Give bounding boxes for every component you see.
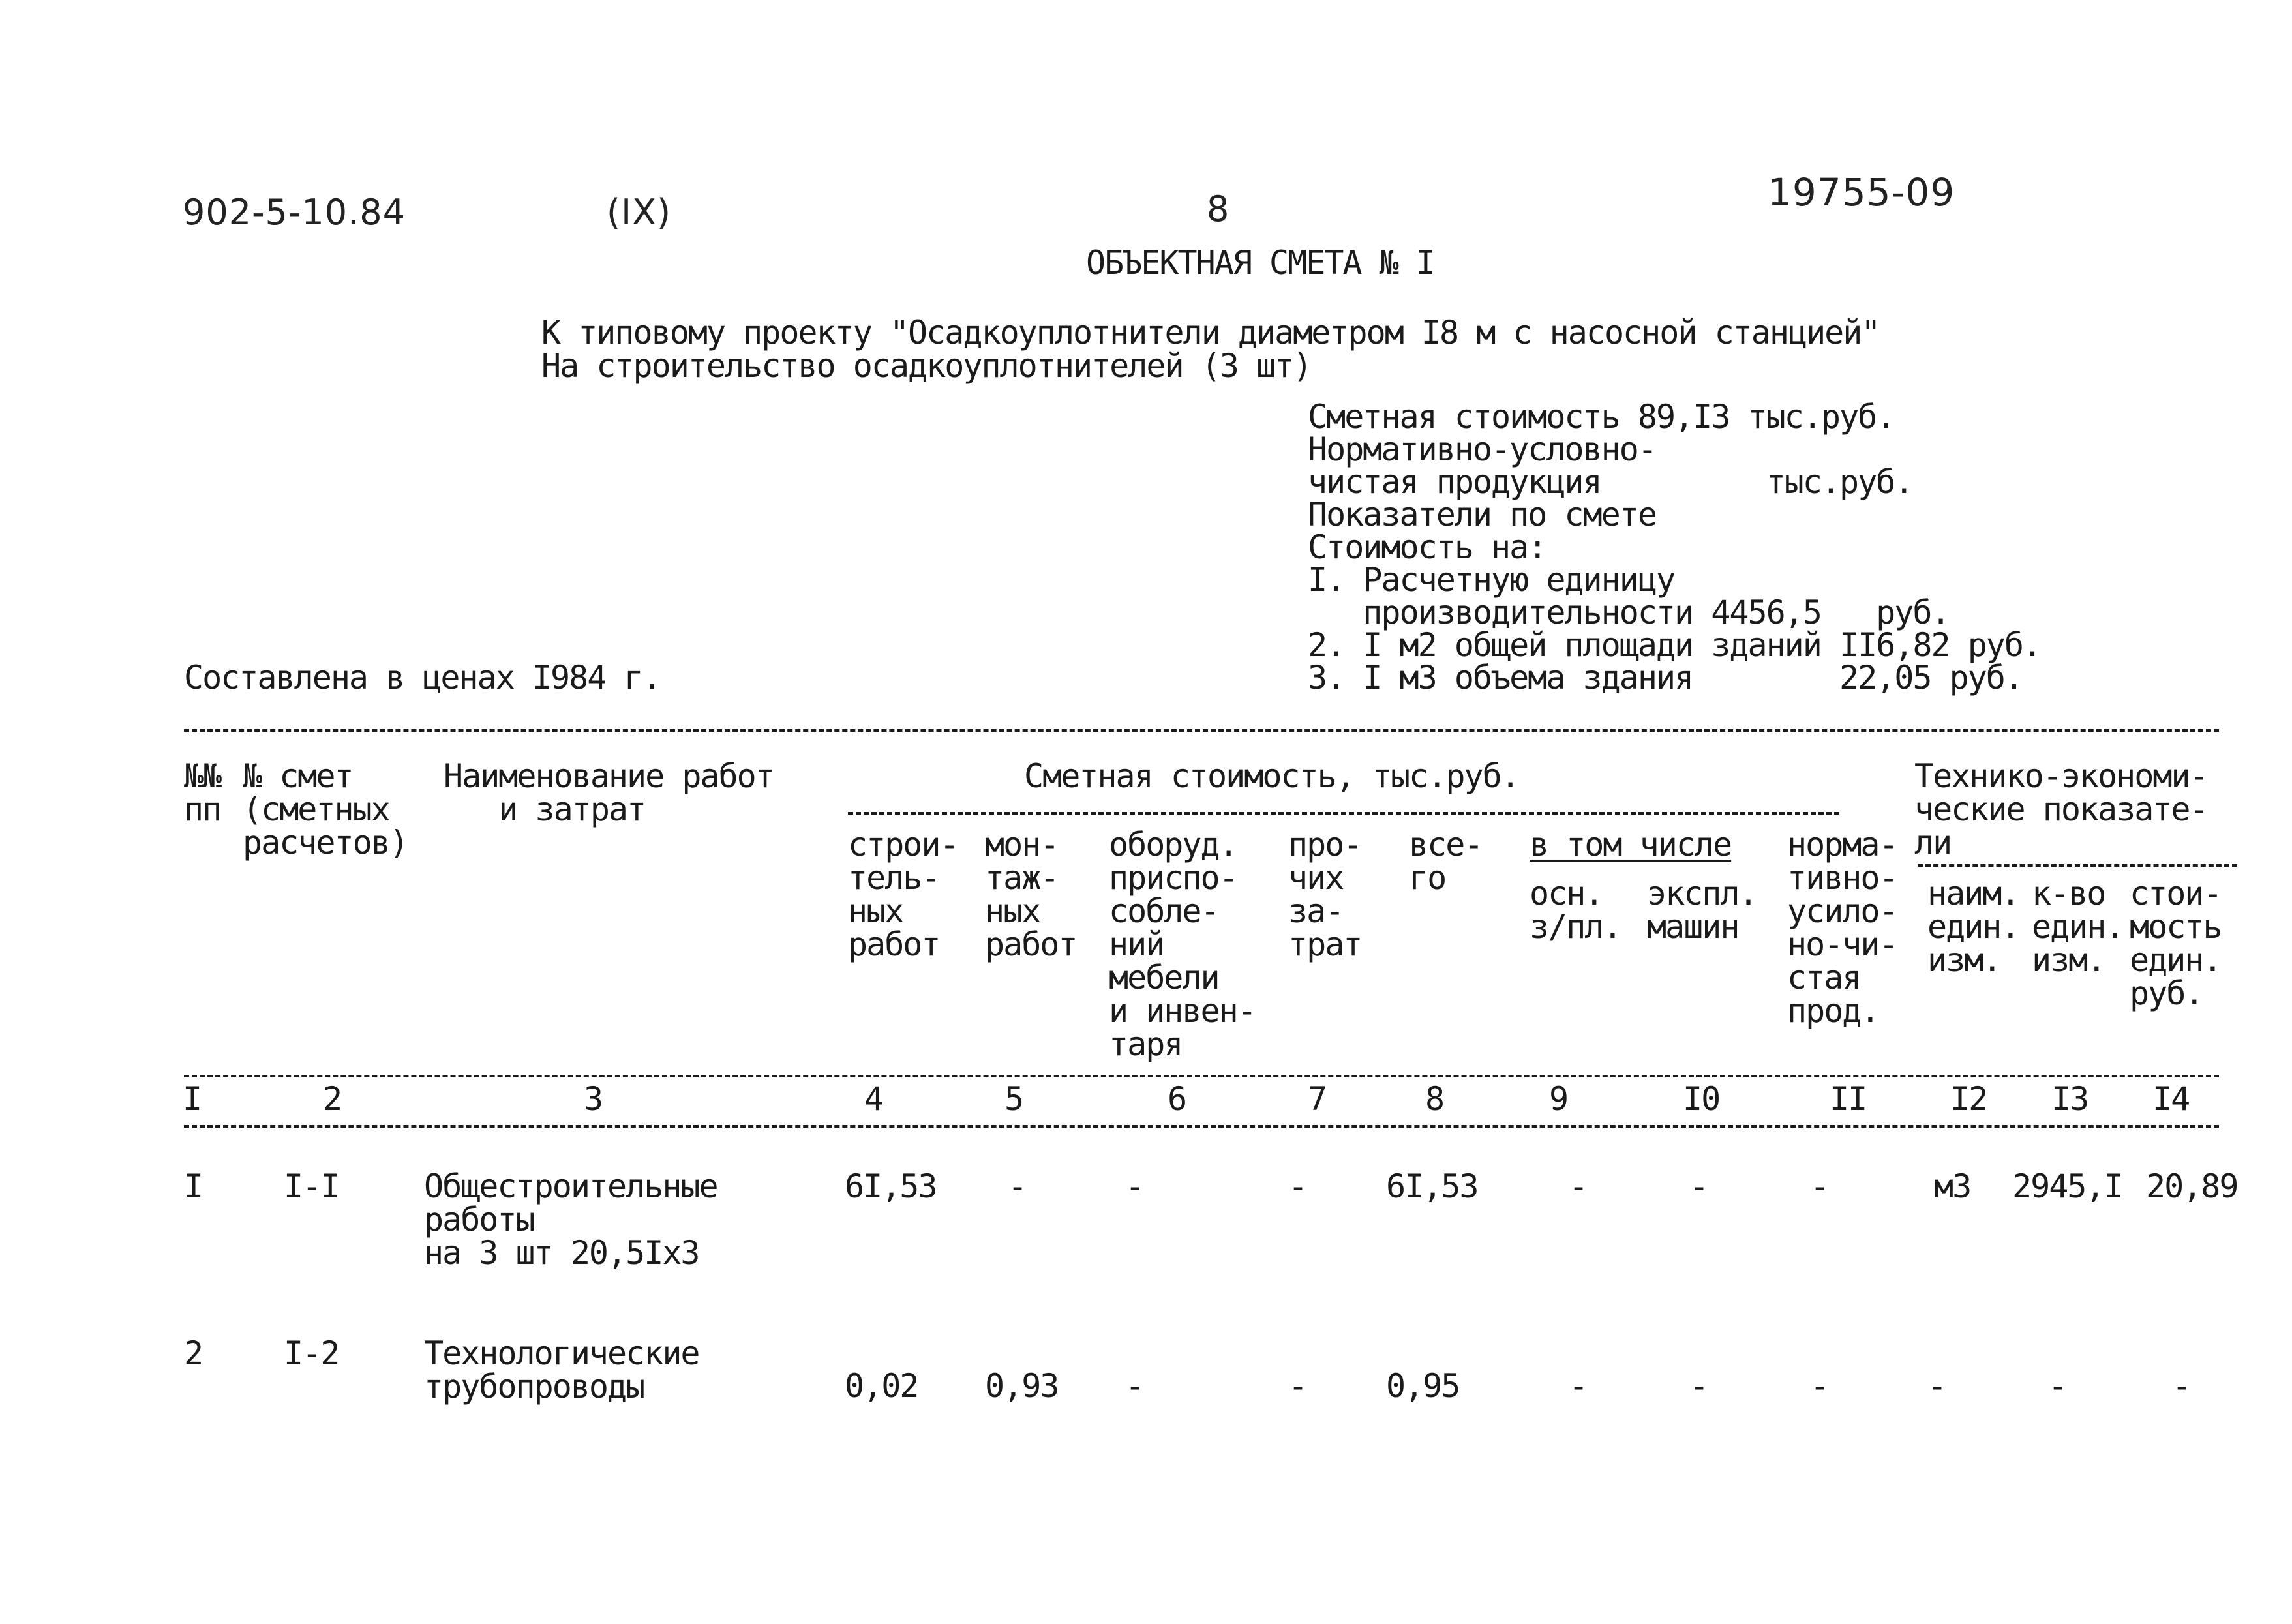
total-cost: 0,95 xyxy=(1386,1367,1460,1405)
installation-cost: 0,93 xyxy=(985,1367,1059,1405)
column-number: 3 xyxy=(584,1080,603,1118)
base-wages: - xyxy=(1569,1167,1588,1205)
summary-line: Показатели по смете xyxy=(1308,496,1656,534)
summary-line: производительности 4456,5 руб. xyxy=(1308,594,1950,631)
summary-line: Сметная стоимость 89,I3 тыс.руб. xyxy=(1308,398,1895,436)
construction-cost: 0,02 xyxy=(845,1367,918,1405)
inventory-number: 19755-09 xyxy=(1768,170,1955,215)
page-number: 8 xyxy=(1207,188,1230,230)
header-unit-quantity: к-во един. изм. xyxy=(2032,875,2124,979)
header-base-wages: осн. з/пл. xyxy=(1530,875,1621,946)
header-tech-group: Технико-экономи- ческие показате- ли xyxy=(1914,757,2208,862)
header-other-costs: про- чих за- трат xyxy=(1288,826,1362,963)
summary-line: чистая продукция тыс.руб. xyxy=(1308,463,1913,501)
column-numbers-rule xyxy=(184,1125,2219,1128)
unit-cost: 20,89 xyxy=(2146,1167,2238,1205)
work-name: Технологические трубопроводы xyxy=(424,1334,699,1406)
header-installation-works: мон- таж- ных работ xyxy=(985,826,1077,963)
column-number: II xyxy=(1830,1080,1867,1118)
header-machine-operation: экспл. машин xyxy=(1647,875,1757,946)
header-total: все- го xyxy=(1409,826,1483,897)
document-title: ОБЪЕКТНАЯ СМЕТА № I xyxy=(1086,244,1434,282)
other-cost: - xyxy=(1288,1167,1307,1205)
unit-quantity: 2945,I xyxy=(2012,1167,2122,1205)
project-line: К типовому проекту "Осадкоуплотнители диаметром I8 м с насосной станцией" xyxy=(541,314,1880,352)
net-production: - xyxy=(1810,1367,1829,1405)
unit-name: м3 xyxy=(1934,1167,1971,1205)
column-number: I xyxy=(183,1080,202,1118)
column-number: I0 xyxy=(1683,1080,1720,1118)
header-including: в том числе xyxy=(1530,826,1732,864)
summary-line: I. Расчетную единицу xyxy=(1308,561,1675,599)
estimate-number: I-I xyxy=(284,1167,339,1205)
header-construction-works: строи- тель- ных работ xyxy=(848,826,958,963)
cost-group-rule xyxy=(848,812,1839,815)
unit-cost: - xyxy=(2172,1367,2191,1405)
column-number: 9 xyxy=(1549,1080,1568,1118)
unit-quantity: - xyxy=(2048,1367,2067,1405)
row-number: I xyxy=(184,1167,203,1205)
summary-line: Стоимость на: xyxy=(1308,528,1546,566)
header-unit-name: наим. един. изм. xyxy=(1927,875,2019,979)
header-unit-cost: стои- мость един. руб. xyxy=(2130,875,2222,1012)
construction-line: На строительство осадкоуплотнителей (3 шт) xyxy=(541,347,1312,385)
header-row-number: №№ пп xyxy=(184,757,221,828)
column-number: I3 xyxy=(2051,1080,2088,1118)
net-production: - xyxy=(1810,1167,1829,1205)
column-number: 6 xyxy=(1168,1080,1186,1118)
estimate-number: I-2 xyxy=(284,1334,339,1372)
header-work-name: Наименование работ и затрат xyxy=(444,757,774,828)
column-number: I4 xyxy=(2152,1080,2190,1118)
column-number: 2 xyxy=(323,1080,342,1118)
tech-group-rule xyxy=(1918,864,2237,867)
table-top-rule xyxy=(184,729,2219,732)
other-cost: - xyxy=(1288,1367,1307,1405)
construction-cost: 6I,53 xyxy=(845,1167,937,1205)
summary-line: Нормативно-условно- xyxy=(1308,430,1656,468)
compiled-prices-note: Составлена в ценах I984 г. xyxy=(184,659,661,697)
machine-operation: - xyxy=(1689,1167,1708,1205)
installation-cost: - xyxy=(1008,1167,1027,1205)
header-net-production: норма- тивно- усило- но-чи- стая прод. xyxy=(1787,826,1897,1030)
summary-line: 3. I м3 объема здания 22,05 руб. xyxy=(1308,659,2023,697)
column-number: 8 xyxy=(1425,1080,1444,1118)
machine-operation: - xyxy=(1689,1367,1708,1405)
header-bottom-rule xyxy=(184,1075,2219,1077)
work-name: Общестроительные работы на 3 шт 20,5Iх3 xyxy=(424,1167,717,1272)
header-estimate-number: № смет (сметных расчетов) xyxy=(243,757,408,862)
equipment-cost: - xyxy=(1125,1367,1144,1405)
total-cost: 6I,53 xyxy=(1386,1167,1478,1205)
base-wages: - xyxy=(1569,1367,1588,1405)
doc-code: 902-5-10.84 xyxy=(183,192,406,233)
column-number: 5 xyxy=(1004,1080,1023,1118)
equipment-cost: - xyxy=(1125,1167,1144,1205)
volume-number: (IX) xyxy=(607,192,672,233)
column-number: 7 xyxy=(1308,1080,1327,1118)
unit-name: - xyxy=(1927,1367,1946,1405)
row-number: 2 xyxy=(184,1334,203,1372)
column-number: I2 xyxy=(1950,1080,1987,1118)
header-cost-group: Сметная стоимость, тыс.руб. xyxy=(1024,757,1519,795)
summary-line: 2. I м2 общей площади зданий II6,82 руб. xyxy=(1308,626,2042,664)
header-equipment: оборуд. приспо- собле- ний мебели и инвен- таря xyxy=(1109,826,1256,1063)
column-number: 4 xyxy=(864,1080,883,1118)
